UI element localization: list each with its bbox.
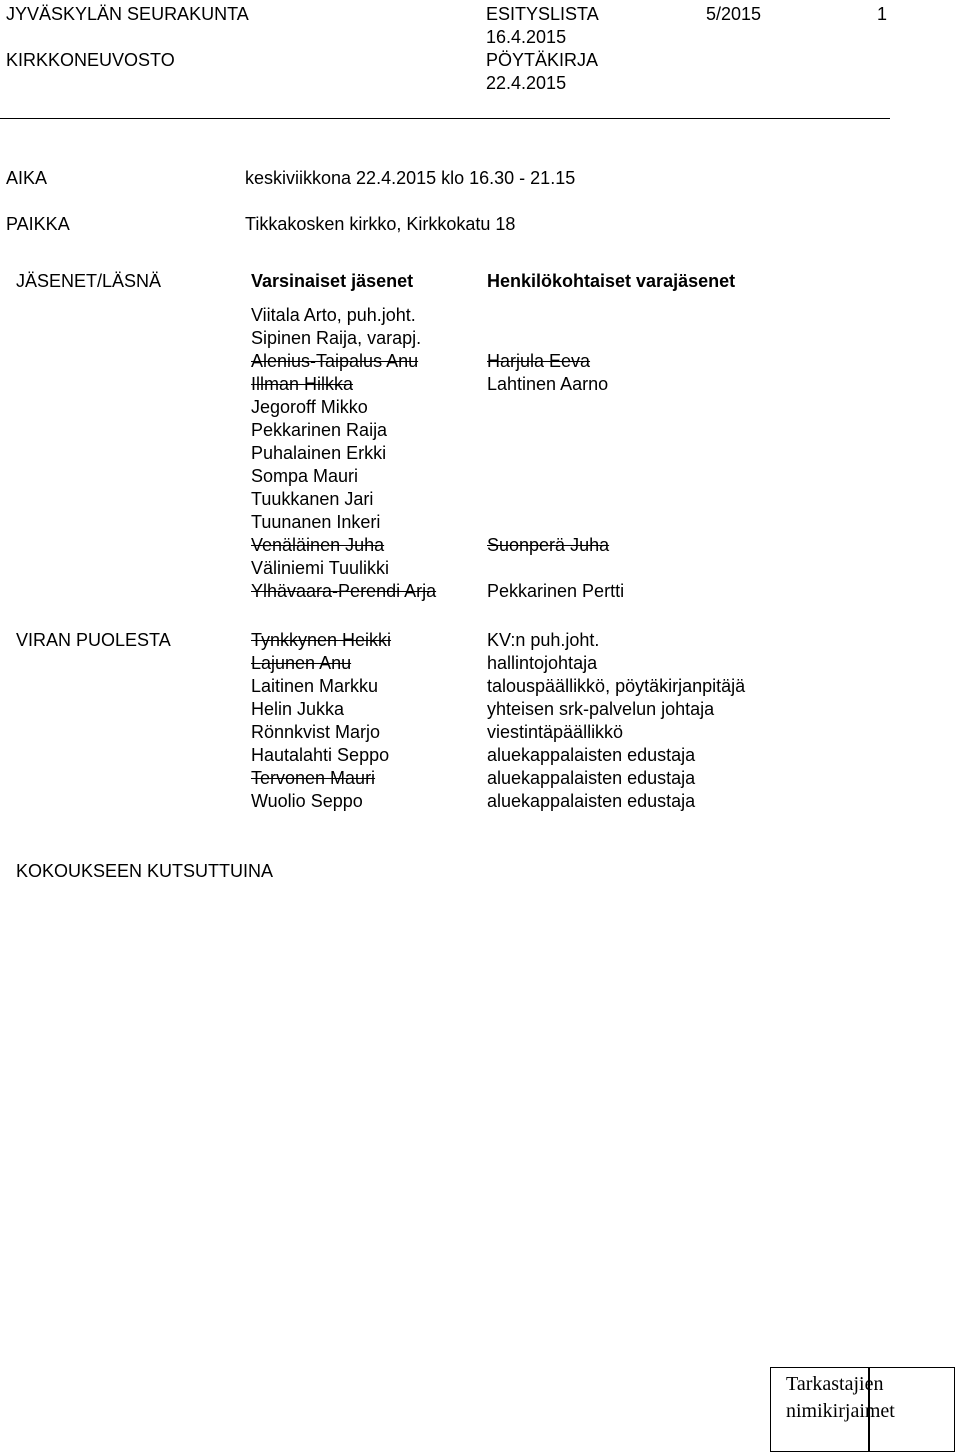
- member-name: Pekkarinen Raija: [251, 420, 388, 440]
- minutes-date: 22.4.2015: [486, 73, 567, 93]
- ex-officio-names: [251, 629, 391, 813]
- member-name: Alenius-Taipalus Anu: [251, 351, 419, 371]
- official-role: aluekappalaisten edustaja: [487, 745, 696, 765]
- place-value: Tikkakosken kirkko, Kirkkokatu 18: [245, 214, 516, 234]
- deputy-name: [487, 511, 624, 534]
- deputy-name: Harjula Eeva: [487, 351, 591, 371]
- doc-number: 5/2015: [706, 4, 762, 24]
- signature-label: Tarkastajien nimikirjaimet: [786, 1373, 895, 1422]
- member-name: Viitala Arto, puh.joht.: [251, 305, 416, 325]
- deputy-members-list: [487, 304, 624, 603]
- ex-officio-label: VIRAN PUOLESTA: [16, 630, 171, 650]
- place-label: PAIKKA: [6, 214, 70, 234]
- deputy-name: Suonperä Juha: [487, 535, 610, 555]
- official-role: KV:n puh.joht.: [487, 630, 600, 650]
- page-number: 1: [877, 4, 888, 24]
- body-name: KIRKKONEUVOSTO: [6, 50, 175, 70]
- deputy-name: [487, 465, 624, 488]
- official-name: Tervonen Mauri: [251, 768, 376, 788]
- official-role: yhteisen srk-palvelun johtaja: [487, 699, 715, 719]
- header-divider: [0, 118, 890, 119]
- member-name: Illman Hilkka: [251, 374, 354, 394]
- member-name: Sompa Mauri: [251, 466, 359, 486]
- official-role: aluekappalaisten edustaja: [487, 768, 696, 788]
- official-name: Lajunen Anu: [251, 653, 352, 673]
- deputy-name: Lahtinen Aarno: [487, 374, 609, 394]
- member-name: Venäläinen Juha: [251, 535, 385, 555]
- members-label: JÄSENET/LÄSNÄ: [16, 271, 162, 291]
- official-role: viestintäpäällikkö: [487, 722, 624, 742]
- deputy-name: [487, 442, 624, 465]
- deputy-name: [487, 396, 624, 419]
- official-role: hallintojohtaja: [487, 653, 598, 673]
- deputy-members-heading: Henkilökohtaiset varajäsenet: [487, 271, 736, 291]
- regular-members-heading: Varsinaiset jäsenet: [251, 271, 414, 291]
- time-value: keskiviikkona 22.4.2015 klo 16.30 - 21.15: [245, 168, 576, 188]
- agenda-date: 16.4.2015: [486, 27, 567, 47]
- member-name: Tuukkanen Jari: [251, 489, 374, 509]
- deputy-name: [487, 327, 624, 350]
- org-name: JYVÄSKYLÄN SEURAKUNTA: [6, 4, 249, 24]
- deputy-name: [487, 557, 624, 580]
- deputy-name: [487, 304, 624, 327]
- member-name: Sipinen Raija, varapj.: [251, 328, 422, 348]
- official-name: Helin Jukka: [251, 699, 345, 719]
- member-name: Puhalainen Erkki: [251, 443, 387, 463]
- deputy-name: Pekkarinen Pertti: [487, 581, 625, 601]
- member-name: Väliniemi Tuulikki: [251, 558, 390, 578]
- official-role: aluekappalaisten edustaja: [487, 791, 696, 811]
- deputy-name: [487, 419, 624, 442]
- regular-members-list: [251, 304, 436, 603]
- member-name: Ylhävaara-Perendi Arja: [251, 581, 437, 601]
- agenda-label: ESITYSLISTA: [486, 4, 599, 24]
- member-name: Tuunanen Inkeri: [251, 512, 381, 532]
- member-name: Jegoroff Mikko: [251, 397, 368, 417]
- official-name: Tynkkynen Heikki: [251, 630, 392, 650]
- minutes-label: PÖYTÄKIRJA: [486, 50, 599, 70]
- official-role: talouspäällikkö, pöytäkirjanpitäjä: [487, 676, 746, 696]
- official-name: Rönnkvist Marjo: [251, 722, 381, 742]
- official-name: Wuolio Seppo: [251, 791, 363, 811]
- official-name: Hautalahti Seppo: [251, 745, 390, 765]
- ex-officio-roles: [487, 629, 745, 813]
- deputy-name: [487, 488, 624, 511]
- official-name: Laitinen Markku: [251, 676, 379, 696]
- invited-label: KOKOUKSEEN KUTSUTTUINA: [16, 861, 274, 881]
- time-label: AIKA: [6, 168, 48, 188]
